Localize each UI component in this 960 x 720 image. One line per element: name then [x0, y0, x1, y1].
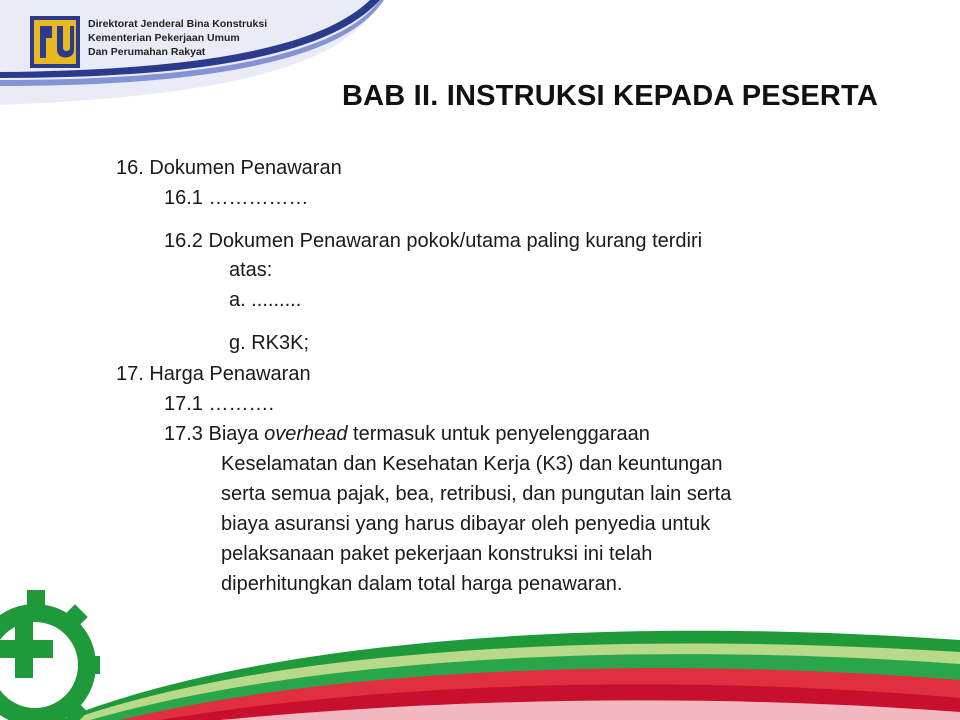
section-17-3-line-1 — [164, 422, 650, 446]
org-line-2: Kementerian Pekerjaan Umum — [88, 32, 240, 44]
section-17-3-prefix: 17.3 Biaya — [164, 423, 265, 445]
section-17-3-line-3: serta semua pajak, bea, retribusi, dan pungutan lain serta — [221, 483, 732, 505]
section-16-2-item-g: g. RK3K; — [229, 332, 310, 354]
section-17-3-suffix: termasuk untuk penyelenggaraan — [347, 423, 650, 445]
section-16-2-line-1: 16.2 Dokumen Penawaran pokok/utama paling kurang terdiri — [164, 230, 703, 252]
section-17-heading: 17. Harga Penawaran — [116, 363, 311, 385]
pupr-logo-icon — [30, 16, 80, 68]
section-16-1: 16.1 …………… — [164, 187, 309, 209]
page-title: BAB II. INSTRUKSI KEPADA PESERTA — [342, 80, 878, 112]
section-17-3-line-5: pelaksanaan paket pekerjaan konstruksi ini telah — [221, 543, 653, 565]
section-17-1: 17.1 ………. — [164, 393, 275, 415]
section-17-3-line-6: diperhitungkan dalam total harga penawaran. — [221, 573, 623, 595]
section-17-3-line-2: Keselamatan dan Kesehatan Kerja (K3) dan keuntungan — [221, 453, 723, 475]
section-16-heading: 16. Dokumen Penawaran — [116, 157, 342, 179]
section-17-3-italic: overhead — [264, 423, 348, 445]
org-line-3: Dan Perumahan Rakyat — [88, 46, 206, 58]
section-16-2-item-a: a. ......... — [229, 289, 302, 311]
section-17-3-line-4: biaya asuransi yang harus dibayar oleh penyedia untuk — [221, 513, 711, 535]
k3-gear-cross-icon — [0, 590, 110, 720]
org-line-1: Direktorat Jenderal Bina Konstruksi — [88, 18, 268, 30]
organization-name — [88, 17, 267, 59]
section-16-2-line-2: atas: — [229, 259, 273, 281]
